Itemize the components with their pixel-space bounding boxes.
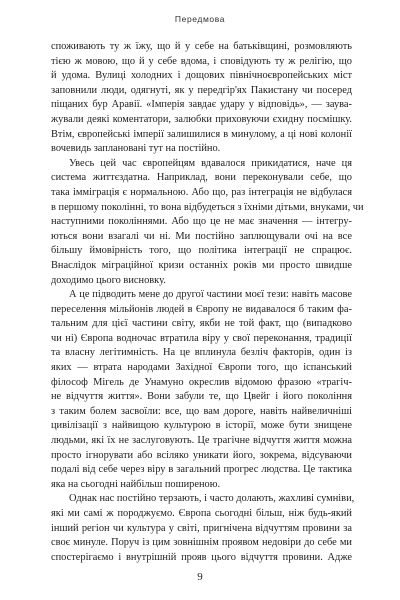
running-header: Передмова: [174, 14, 226, 24]
text-line: людьми, які їх не заслуговують. Це трагічне відчуття життя можна: [51, 435, 352, 447]
text-line: споживають ту ж їжу, що й у себе на батьківщині, розмовляють: [51, 41, 352, 52]
text-line: філософ Мігель де Унамуно окреслив відомою фразою «трагіч-: [51, 376, 352, 388]
text-line: заповнили люди, одягнуті, як у передгір'ях Пакистану чи посеред: [51, 84, 352, 96]
text-line: така імміграція є нормальною. Або що, раз інтеграція не відбулася: [51, 186, 352, 198]
text-line: чи ні) Європа водночас втратила віру у свої переконання, традиції: [51, 332, 352, 344]
text-line: подалі від себе через віру в загальний прогрес людства. Це тактика: [51, 464, 352, 476]
text-line: інший регіон чи культура у світі, пригнічена відчуттям провини за: [51, 522, 352, 534]
text-line: які ми самі ж породжуємо. Європа сьогодні більш, ніж будь-який: [51, 508, 352, 519]
text-line: доходимо цього висновку.: [51, 274, 166, 286]
text-line: Однак нас постійно терзають, і часто долають, жахливі сумніви,: [69, 493, 355, 505]
text-line: своє минуле. Поруч із цим зовнішнім проявом недовіри до себе ми: [51, 537, 352, 549]
text-line: яка на сьогодні найбільш поширеною.: [51, 478, 221, 490]
paragraph: [51, 157, 364, 288]
text-line: й удома. Вулиці холодних і дощових північноєвропейських міст: [51, 70, 352, 82]
text-line: в першому поколінні, то вона відбудеться з їхніми дітьми, внуками, чи: [51, 201, 364, 213]
text-line: Втім, європейські імперії залишилися в минулому, а ці нові колонії: [51, 128, 352, 140]
text-line: спостерігаємо і внутрішній прояв цього відчуття провини. Адже: [51, 551, 352, 563]
text-line: тією ж мовою, що й у себе вдома, і сповідують ту ж релігію, що: [51, 55, 352, 67]
text-line: Увесь цей час європейцям вдавалося прикидатися, наче ця: [69, 157, 352, 169]
paragraph: [51, 492, 355, 565]
text-line: наступними поколіннями. Або що це не має значення — інтегру-: [51, 216, 352, 228]
text-line: цивілізації з найвищою культурою в історії, може бути знищене: [51, 420, 352, 432]
text-line: просто ігнорувати або всіляко уникати його, зокрема, відсуваючи: [51, 449, 352, 461]
text-line: система життєздатна. Наприклад, вони переконували себе, що: [51, 172, 352, 184]
text-line: А це підводить мене до другої частини моєї тези: навіть масове: [69, 289, 352, 301]
text-line: та власну легітимність. На це вплинула безліч факторів, один із: [51, 347, 352, 359]
text-line: тальним для цієї частини світу, якби не той факт, що (випадково: [51, 318, 352, 330]
text-line: ються вони взагалі чи ні. Ми постійно заплющували очі на все: [51, 230, 352, 242]
paragraph: [51, 40, 352, 157]
text-line: не відчуття життя». Вони забули те, що Цвейг і його покоління: [51, 391, 352, 403]
body-text: [51, 40, 364, 565]
text-line: жували деякі коментатори, залюбки приховуючи єхидну посмішку.: [51, 113, 352, 125]
text-line: яких — втрата народами Західної Європи того, що іспанський: [51, 362, 352, 374]
text-line: піщаних бур Аравії. «Імперія завдає удару у відповідь», — заува-: [51, 99, 352, 111]
text-line: вочевидь заплановані тут на постійно.: [51, 143, 221, 155]
paragraph: [51, 288, 352, 492]
text-line: з таким болем засвоїли: все, що вам дороге, навіть найвеличніші: [51, 405, 352, 417]
text-line: переселення мільйонів людей в Європу не видавалося б таким фа-: [51, 303, 352, 315]
text-line: більшу ймовірність того, що політика інтеграції не спрацює.: [51, 245, 352, 257]
text-line: Внаслідок міграційної кризи останніх років ми просто швидше: [51, 259, 352, 271]
page-number: 9: [197, 571, 203, 583]
